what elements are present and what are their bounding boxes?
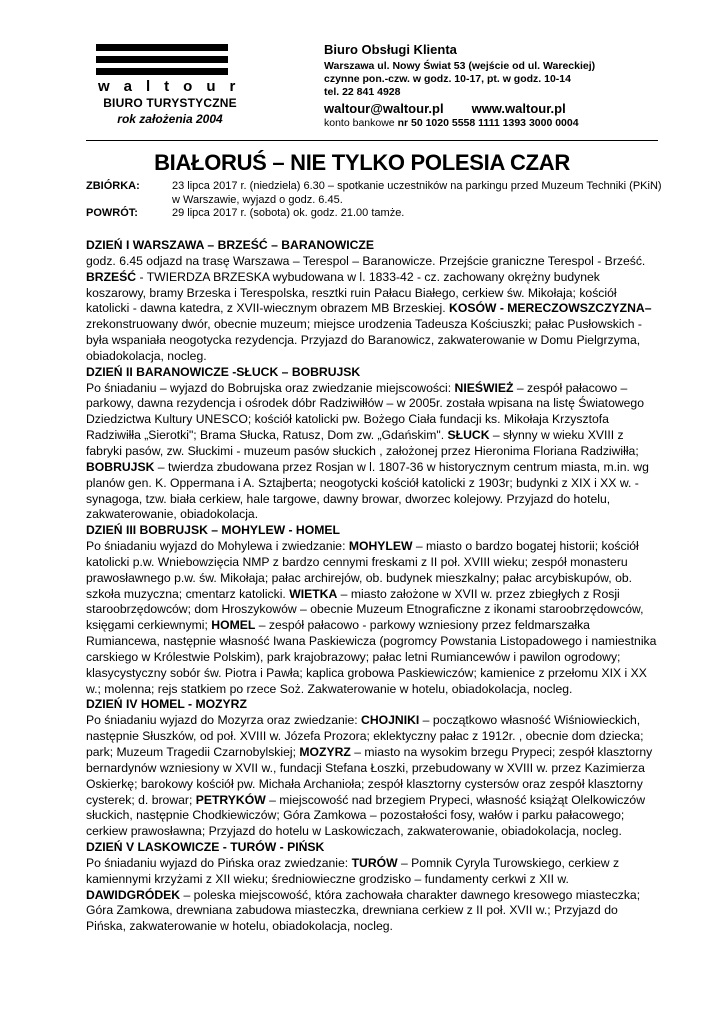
header-divider <box>86 140 658 141</box>
day-section <box>86 840 658 935</box>
description-text: – miasto o bardzo bogatej historii; kościół katolicki p.w. Wniebowzięcia NMP z bardzo cennymi freskami z II poł. XVIII wieku; zespół monasteru prawosławnego p.w. św. Mikołaja; pałac archirejów, ob. budynek mieszkalny; pałac arcybiskupów, ob. szkoła muzyczna; cmentarz katolicki. <box>86 539 639 601</box>
day-heading: DZIEŃ V LASKOWICZE - TURÓW - PIŃSK <box>86 840 325 855</box>
place-name: MOHYLEW <box>348 539 413 554</box>
email-link[interactable]: waltour@waltour.pl <box>324 101 444 116</box>
day-section <box>86 238 658 365</box>
description-text: zrekonstruowany dwór, obecnie muzeum; miejsce urodzenia Tadeusza Kościuszki; pałac Pusłowskich - była wspaniała neogotycka rezydencja. Przyjazd do Baranowicz, zakwaterowanie w Domu Pielgrzyma, obiadokolacja, nocleg. <box>86 317 642 363</box>
place-name: DAWIDGRÓDEK <box>86 887 181 902</box>
meeting-text: 23 lipca 2017 r. (niedziela) 6.30 – spotkanie uczestników na parkingu przed Muzeum Techniki (PKiN) w Warszawie, wyjazd o godz. 6.45. <box>172 180 662 206</box>
description-text: – poleska miejscowość, która zachowała charakter dawnego kresowego miasteczka; Góra Zamkowa, drewniana zabudowa miasteczka, drewniana cerkiew z II poł. XVII w.; Przyjazd do Pińska, zakwaterowanie w hotelu, obiadokolacja, nocleg. <box>86 887 641 934</box>
day-heading: DZIEŃ III BOBRUJSK – MOHYLEW - HOMEL <box>86 523 340 538</box>
description-text: – twierdza zbudowana przez Rosjan w l. 1807-36 w historycznym centrum miasta, m.in. wg planów gen. K. Oppermana i A. Sztajberta; neogotycki kościół katolicki z 1903r; budynki z XIX i XX w. - synagoga, tzw. biała cerkiew, hale targowe, dawny browar, dworzec kolejowy. Przyjazd do hotelu, zakwaterowanie, obiadokolacja. <box>86 459 649 522</box>
office-hours: czynne pon.-czw. w godz. 10-17, pt. w godz. 10-14 <box>324 73 571 85</box>
place-name: MOZYRZ <box>299 745 351 759</box>
meeting-row <box>86 180 666 207</box>
return-text: 29 lipca 2017 r. (sobota) ok. godz. 21.00 tamże. <box>172 207 405 219</box>
description-text: – słynny w wieku XVIII z fabryki pasów, zw. Słuckimi - muzeum pasów słuckich , założonej przez Hieronima Floriana Radziwiłła; <box>86 428 639 458</box>
description-text: - TWIERDZA BRZESKA wybudowana w l. 1833-42 - cz. zachowany okrężny budynek koszarowy, bramy Brzeska i Terespolska, resztki ruin Pałacu Białego, cerkiew św. Mikołaja; kościół katolicki - dawna katedra, z XVII-wiecznym obrazem MB Brzeskiej. <box>86 269 617 316</box>
return-row <box>86 207 666 221</box>
office-address: Warszawa ul. Nowy Świat 53 (wejście od ul. Wareckiej) <box>324 60 596 72</box>
day-description <box>86 254 658 365</box>
meeting-info <box>86 180 666 221</box>
meeting-label: ZBIÓRKA: <box>86 180 140 192</box>
day-description <box>86 539 658 697</box>
description-text: – Pomnik Cyryla Turowskiego, cerkiew z kamiennymi krzyżami z XII wieku; średniowieczne grodzisko – fundamenty cerkwi z XII w. <box>86 855 620 886</box>
description-text: Po śniadaniu wyjazd do Mozyrza oraz zwiedzanie: <box>86 713 362 728</box>
office-title: Biuro Obsługi Klienta <box>324 42 457 57</box>
day-heading: DZIEŃ I WARSZAWA – BRZEŚĆ – BARANOWICZE <box>86 238 374 252</box>
logo-stripes-graphic <box>96 40 236 80</box>
description-text: godz. 6.45 odjazd na trasę Warszawa – Terespol – Baranowicze. Przejście graniczne Terespol - Brześć. <box>86 253 646 268</box>
place-name: CHOJNIKI <box>361 713 420 728</box>
office-info <box>324 42 664 130</box>
description-text: – początkowo własność Wiśniowieckich, następnie Słuszków, od poł. XVIII w. Józefa Prozora; eklektyczny pałac z 1912r. , obecnie dom dziecka; park; Muzeum Tragedii Czarnobylskiej; <box>86 713 644 759</box>
place-name: KOSÓW - MERECZOWSZCZYZNA– <box>449 301 652 316</box>
day-heading: DZIEŃ IV HOMEL - MOZYRZ <box>86 697 247 712</box>
place-name: BRZEŚĆ <box>86 269 137 284</box>
day-section <box>86 365 658 523</box>
logo-subtitle: BIURO TURYSTYCZNE <box>103 96 237 110</box>
day-section <box>86 697 658 840</box>
logo-wordmark: waltour <box>98 78 250 95</box>
day-description <box>86 713 658 840</box>
description-text: – miasto założone w XVII w. przez zbiegłych z Rosji staroobrzędowców; dom Hroszykowów – obecnie Muzeum Etnograficzne z ikonami staroobrzędowców, księgami cerkiewnymi; <box>86 586 644 633</box>
bank-number: nr 50 1020 5558 1111 1393 3000 0004 <box>397 117 579 129</box>
company-logo <box>86 40 256 128</box>
place-name: NIEŚWIEŻ <box>454 380 514 395</box>
description-text: Po śniadaniu wyjazd do Pińska oraz zwiedzanie: <box>86 855 352 870</box>
description-text: Po śniadaniu – wyjazd do Bobrujska oraz zwiedzanie miejscowości: <box>86 380 455 395</box>
description-text: – miejscowość nad brzegiem Prypeci, własność książąt Olelkowiczów słuckich, następnie Chodkiewiczów; Góra Zamkowa – pozostałości fosy, wałów i parku pałacowego; cerkiew prawosławna; Przyjazd do hotelu w Laskowiczach, zakwaterowanie, obiadokolacja, nocleg. <box>86 792 646 839</box>
contact-line <box>324 101 664 117</box>
page-title: BIAŁORUŚ – NIE TYLKO POLESIA CZAR <box>154 150 570 175</box>
place-name: HOMEL <box>211 618 256 633</box>
office-phone: tel. 22 841 4928 <box>324 86 401 98</box>
itinerary <box>86 238 658 935</box>
place-name: PETRYKÓW <box>195 792 266 807</box>
day-description <box>86 856 658 935</box>
website-link[interactable]: www.waltour.pl <box>471 101 566 116</box>
day-heading: DZIEŃ II BARANOWICZE -SŁUCK – BOBRUJSK <box>86 364 361 379</box>
description-text: – zespół pałacowo – parkowy, dawna rezydencja i ośrodek dóbr Radziwiłłów – w 2005r. została wpisana na listę Światowego Dziedzictwa Kultury UNESCO; kościół katolicki pw. Bożego Ciała fundacji ks. Mikołaja Krzysztofa Radziwiłła „Sierotki"; Brama Słucka, Ratusz, Dom zw. „Gdańskim". <box>86 380 644 443</box>
place-name: TURÓW <box>351 855 398 870</box>
place-name: SŁUCK <box>447 428 490 443</box>
place-name: BOBRUJSK <box>86 459 155 474</box>
description-text: – miasto na wysokim brzegu Prypeci; zespół klasztorny bernardynów wzniesiony w XVII w., fundacji Stefana Łoszki, przebudowany w XVIII w. przez Kazimierza Oskierkę; barokowy kościół pw. Michała Archanioła; zespół klasztorny cystersów oraz zespół klasztorny cysterek; d. browar; <box>86 745 653 807</box>
day-section <box>86 523 658 697</box>
bank-account <box>324 117 664 130</box>
day-description <box>86 381 658 524</box>
description-text: – zespół pałacowo - parkowy wzniesiony przez feldmarszałka Rumiancewa, następnie własność Iwana Paskiewicza (pogromcy Powstania Listopadowego i namiestnika carskiego w Królestwie Polskim), park krajobrazowy; pałac letni Rumiancewów i pawilon ogrodowy; klasycystyczny sobór św. Piotra i Pawła; kaplica grobowa Paskiewiczów; kamienice z przełomu XIX i XX w.; molenna; rejs statkiem po rzece Soż. Zakwaterowanie w hotelu, obiadokolacja, nocleg. <box>86 618 657 696</box>
bank-label: konto bankowe <box>324 117 395 129</box>
description-text: Po śniadaniu wyjazd do Mohylewa i zwiedzanie: <box>86 539 349 554</box>
logo-founded-year: rok założenia 2004 <box>117 112 223 126</box>
place-name: WIETKA <box>289 586 338 601</box>
return-label: POWRÓT: <box>86 207 138 219</box>
